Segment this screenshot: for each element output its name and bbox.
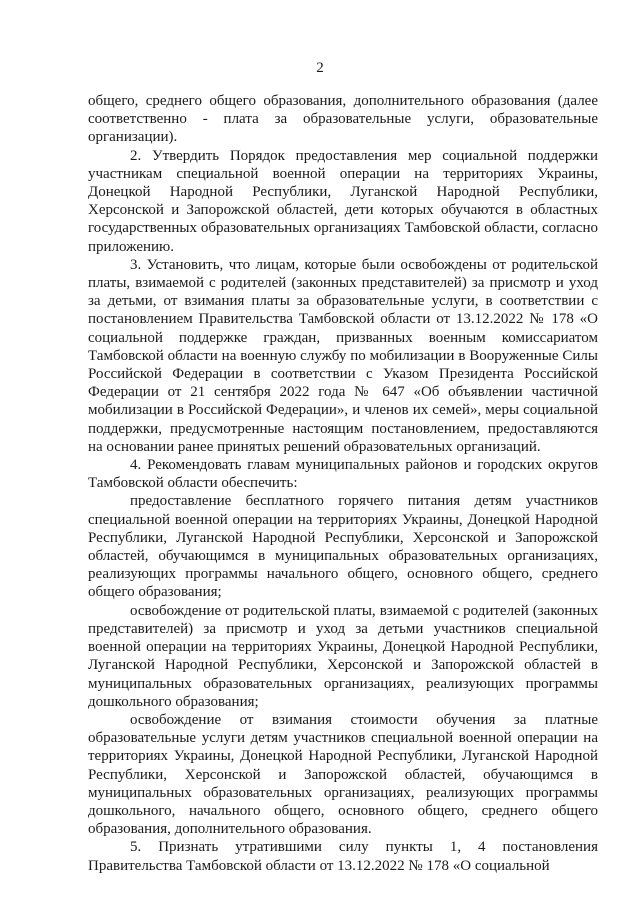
paragraph-item-5: 5. Признать утратившими силу пункты 1, 4 постановления Правительства Тамбовской области от 13.12.2022 № 178 «О социальной xyxy=(88,839,598,874)
paragraph-item-4-hot-meals: предоставление бесплатного горячего питания детям участников специальной военной операции на территориях Украины, Донецкой Народной Республики, Луганской Народной Республики, Херсонской и Запорожской областей, обучающимся в муниципальных образовательных организациях, реализующих программы начального общего, основного общего, среднего общего образования; xyxy=(88,493,598,601)
paragraph-item-3: 3. Установить, что лицам, которые были освобождены от родительской платы, взимаемой с родителей (законных представителей) за присмотр и уход за детьми, от взимания платы за образовательные услуги, в соответствии с постановлением Правительства Тамбовской области от 13.12.2022 № 178 «О социальной поддержке граждан, призванных военным комиссариатом Тамбовской области на военную службу по мобилизации в Вооруженные Силы Российской Федерации в соответствии с Указом Президента Российской Федерации от 21 сентября 2022 года № 647 «Об объявлении частичной мобилизации в Российской Федерации», и членов их семей», меры социальной поддержки, предусмотренные настоящим постановлением, предоставляются на основании ранее принятых решений образовательных организаций. xyxy=(88,256,598,455)
paragraph-continuation: общего, среднего общего образования, дополнительного образования (далее соответственно - плата за образовательные услуги, образовательные организации). xyxy=(88,93,598,146)
page-number: 2 xyxy=(316,60,324,76)
paragraph-item-4: 4. Рекомендовать главам муниципальных районов и городских округов Тамбовской области обеспечить: xyxy=(88,457,598,492)
paragraph-item-4-paid-services: освобождение от взимания стоимости обучения за платные образовательные услуги детям участников специальной военной операции на территориях Украины, Донецкой Народной Республики, Луганской Народной Республики, Херсонской и Запорожской областей, обучающимся в муниципальных образовательных организациях, реализующих программы дошкольного, начального общего, основного общего, среднего общего образования, дополнительного образования. xyxy=(88,711,598,838)
paragraph-item-2: 2. Утвердить Порядок предоставления мер социальной поддержки участникам специальной военной операции на территориях Украины, Донецкой Народной Республики, Луганской Народной Республики, Херсонской и Запорожской областей, дети которых обучаются в областных государственных образовательных организациях Тамбовской области, согласно приложению. xyxy=(88,147,598,255)
document-body xyxy=(88,92,598,875)
paragraph-item-4-parental-fee: освобождение от родительской платы, взимаемой с родителей (законных представителей) за присмотр и уход за детьми участников специальной военной операции на территориях Украины, Донецкой Народной Республики, Луганской Народной Республики, Херсонской и Запорожской областей в муниципальных образовательных организациях, реализующих программы дошкольного образования; xyxy=(88,602,598,710)
